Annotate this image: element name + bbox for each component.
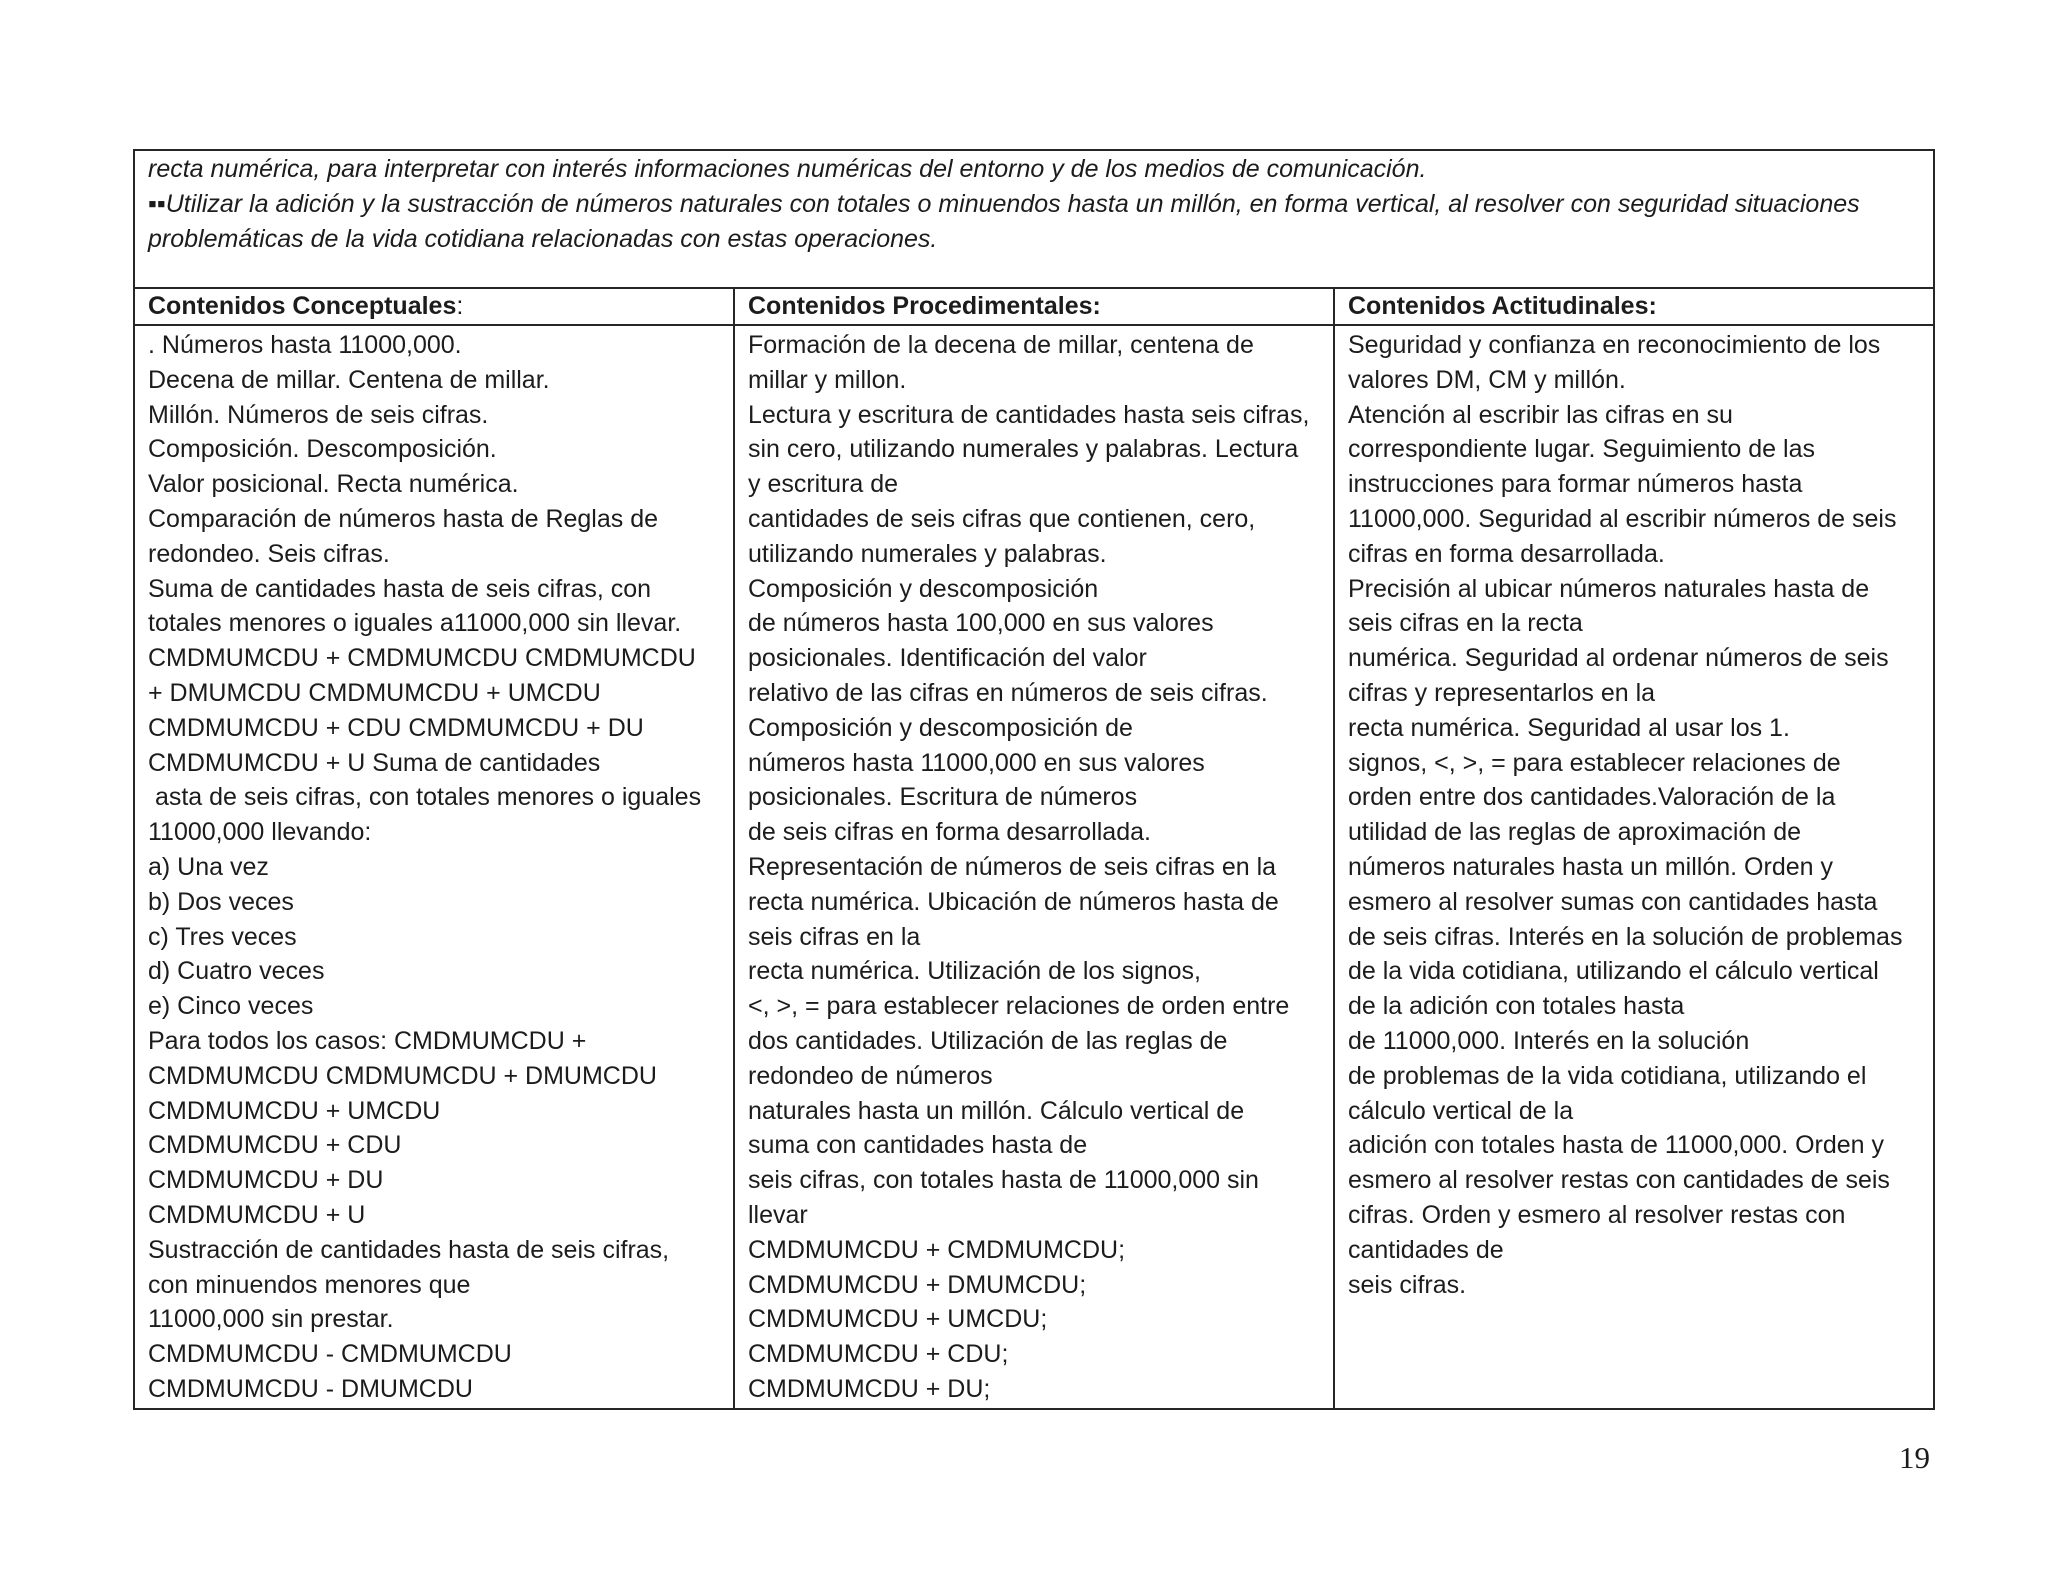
actitudinales-line: 11000,000. Seguridad al escribir números de seis: [1348, 504, 1897, 533]
page-number: 19: [1899, 1440, 1930, 1475]
conceptuales-line: con minuendos menores que: [148, 1270, 471, 1299]
procedimentales-line: y escritura de: [748, 470, 899, 499]
actitudinales-line: cifras en forma desarrollada.: [1348, 539, 1665, 568]
procedimentales-line: utilizando numerales y palabras.: [748, 539, 1107, 568]
conceptuales-line: CMDMUMCDU CMDMUMCDU + DMUMCDU: [148, 1061, 657, 1090]
procedimentales-line: posicionales. Identificación del valor: [748, 644, 1147, 673]
actitudinales-line: de seis cifras. Interés en la solución de problemas: [1348, 922, 1903, 951]
procedimentales-line: CMDMUMCDU + UMCDU;: [748, 1305, 1048, 1334]
conceptuales-line: . Números hasta 11000,000.: [148, 331, 462, 359]
conceptuales-line: CMDMUMCDU + UMCDU: [148, 1096, 441, 1125]
conceptuales-line: 11000,000 llevando:: [148, 818, 372, 847]
actitudinales-line: correspondiente lugar. Seguimiento de las: [1348, 435, 1815, 464]
procedimentales-line: CMDMUMCDU + CDU;: [748, 1340, 1009, 1369]
conceptuales-line: a) Una vez: [148, 852, 269, 881]
procedimentales-line: de seis cifras en forma desarrollada.: [748, 818, 1151, 847]
procedimentales-line: dos cantidades. Utilización de las reglas de: [748, 1026, 1228, 1055]
actitudinales-line: cifras y representarlos en la: [1348, 678, 1656, 707]
conceptuales-line: + DMUMCDU CMDMUMCDU + UMCDU: [148, 678, 601, 707]
conceptuales-line: redondeo. Seis cifras.: [148, 539, 390, 568]
actitudinales-line: Seguridad y confianza en reconocimiento de los: [1348, 331, 1881, 359]
table-body-row: [135, 326, 1933, 1408]
conceptuales-line: CMDMUMCDU + CDU CMDMUMCDU + DU: [148, 713, 644, 742]
conceptuales-line: totales menores o iguales a11000,000 sin llevar.: [148, 609, 682, 638]
procedimentales-line: cantidades de seis cifras que contienen, cero,: [748, 504, 1256, 533]
actitudinales-cell: [1335, 326, 1933, 1408]
procedimentales-line: naturales hasta un millón. Cálculo vertical de: [748, 1096, 1245, 1125]
conceptuales-line: Decena de millar. Centena de millar.: [148, 365, 550, 394]
conceptuales-line: CMDMUMCDU + CDU: [148, 1131, 402, 1160]
header-conceptuales-colon: :: [456, 292, 464, 320]
procedimentales-line: llevar: [748, 1200, 808, 1229]
procedimentales-line: Formación de la decena de millar, centena de: [748, 331, 1254, 359]
conceptuales-line: CMDMUMCDU - CMDMUMCDU: [148, 1340, 512, 1369]
procedimentales-line: redondeo de números: [748, 1061, 993, 1090]
procedimentales-line: seis cifras, con totales hasta de 11000,000 sin: [748, 1166, 1259, 1195]
procedimentales-line: de números hasta 100,000 en sus valores: [748, 609, 1214, 638]
actitudinales-line: seis cifras.: [1348, 1270, 1467, 1299]
procedimentales-line: suma con cantidades hasta de: [748, 1131, 1088, 1160]
conceptuales-line: Sustracción de cantidades hasta de seis cifras,: [148, 1235, 670, 1264]
procedimentales-line: Composición y descomposición: [748, 574, 1099, 603]
actitudinales-line: valores DM, CM y millón.: [1348, 365, 1626, 394]
procedimentales-line: CMDMUMCDU + CMDMUMCDU;: [748, 1235, 1126, 1264]
actitudinales-line: de 11000,000. Interés en la solución: [1348, 1026, 1750, 1055]
conceptuales-line: Valor posicional. Recta numérica.: [148, 470, 519, 499]
procedimentales-line: recta numérica. Ubicación de números hasta de: [748, 887, 1279, 916]
contents-table: [133, 149, 1935, 1410]
procedimentales-line: números hasta 11000,000 en sus valores: [748, 748, 1205, 777]
header-actitudinales-label: Contenidos Actitudinales:: [1348, 292, 1657, 320]
conceptuales-line: CMDMUMCDU + DU: [148, 1166, 384, 1195]
header-actitudinales: [1335, 289, 1933, 324]
conceptuales-cell: [135, 326, 735, 1408]
actitudinales-line: cantidades de: [1348, 1235, 1504, 1264]
header-procedimentales-label: Contenidos Procedimentales:: [748, 292, 1101, 320]
conceptuales-line: CMDMUMCDU + CMDMUMCDU CMDMUMCDU: [148, 644, 696, 673]
actitudinales-line: Atención al escribir las cifras en su: [1348, 400, 1733, 429]
actitudinales-line: de la adición con totales hasta: [1348, 992, 1685, 1021]
actitudinales-line: de la vida cotidiana, utilizando el cálculo vertical: [1348, 957, 1879, 986]
procedimentales-line: CMDMUMCDU + DMUMCDU;: [748, 1270, 1087, 1299]
conceptuales-line: CMDMUMCDU - DMUMCDU: [148, 1374, 473, 1403]
conceptuales-line: c) Tres veces: [148, 922, 297, 951]
header-conceptuales: [135, 289, 735, 324]
procedimentales-line: posicionales. Escritura de números: [748, 783, 1138, 812]
table-header-row: [135, 289, 1933, 326]
actitudinales-line: orden entre dos cantidades.Valoración de la: [1348, 783, 1836, 812]
conceptuales-line: Millón. Números de seis cifras.: [148, 400, 489, 429]
actitudinales-line: cifras. Orden y esmero al resolver restas con: [1348, 1200, 1846, 1229]
conceptuales-line: b) Dos veces: [148, 887, 294, 916]
procedimentales-line: <, >, = para establecer relaciones de orden entre: [748, 992, 1290, 1021]
conceptuales-line: CMDMUMCDU + U: [148, 1200, 366, 1229]
actitudinales-line: de problemas de la vida cotidiana, utilizando el: [1348, 1061, 1867, 1090]
actitudinales-line: esmero al resolver sumas con cantidades hasta: [1348, 887, 1878, 916]
conceptuales-line: d) Cuatro veces: [148, 957, 325, 986]
actitudinales-line: seis cifras en la recta: [1348, 609, 1583, 638]
actitudinales-line: cálculo vertical de la: [1348, 1096, 1574, 1125]
procedimentales-line: Representación de números de seis cifras en la: [748, 852, 1277, 881]
actitudinales-line: utilidad de las reglas de aproximación de: [1348, 818, 1802, 847]
conceptuales-line: Comparación de números hasta de Reglas de: [148, 504, 659, 533]
conceptuales-line: CMDMUMCDU + U Suma de cantidades: [148, 748, 601, 777]
conceptuales-line: 11000,000 sin prestar.: [148, 1305, 394, 1334]
actitudinales-line: recta numérica. Seguridad al usar los 1.: [1348, 713, 1790, 742]
conceptuales-line: Para todos los casos: CMDMUMCDU +: [148, 1026, 587, 1055]
objective-line: ▪▪Utilizar la adición y la sustracción de números naturales con totales o minuendos hasta un millón, en forma vertical, al resolver con seguridad situaciones: [148, 189, 1860, 218]
objectives-text: [135, 151, 1933, 289]
actitudinales-line: adición con totales hasta de 11000,000. Orden y: [1348, 1131, 1885, 1160]
conceptuales-line: asta de seis cifras, con totales menores o iguales: [148, 783, 702, 812]
actitudinales-line: números naturales hasta un millón. Orden y: [1348, 852, 1833, 881]
procedimentales-line: CMDMUMCDU + DU;: [748, 1374, 991, 1403]
actitudinales-line: numérica. Seguridad al ordenar números de seis: [1348, 644, 1889, 673]
conceptuales-line: Suma de cantidades hasta de seis cifras, con: [148, 574, 652, 603]
procedimentales-line: seis cifras en la: [748, 922, 921, 951]
header-conceptuales-text: Contenidos Conceptuales: [148, 292, 457, 320]
actitudinales-line: esmero al resolver restas con cantidades de seis: [1348, 1166, 1890, 1195]
procedimentales-line: relativo de las cifras en números de seis cifras.: [748, 678, 1268, 707]
procedimentales-line: sin cero, utilizando numerales y palabras. Lectura: [748, 435, 1299, 464]
conceptuales-line: e) Cinco veces: [148, 992, 314, 1021]
procedimentales-line: millar y millon.: [748, 365, 907, 394]
conceptuales-line: Composición. Descomposición.: [148, 435, 497, 464]
procedimentales-cell: [735, 326, 1335, 1408]
procedimentales-line: Composición y descomposición de: [748, 713, 1133, 742]
header-procedimentales: [735, 289, 1335, 324]
actitudinales-line: signos, <, >, = para establecer relaciones de: [1348, 748, 1841, 777]
actitudinales-line: instrucciones para formar números hasta: [1348, 470, 1803, 499]
procedimentales-line: Lectura y escritura de cantidades hasta seis cifras,: [748, 400, 1310, 429]
objective-line: problemáticas de la vida cotidiana relacionadas con estas operaciones.: [148, 224, 938, 253]
objective-line: recta numérica, para interpretar con interés informaciones numéricas del entorno y de los medios de comunicación.: [148, 155, 1427, 183]
procedimentales-line: recta numérica. Utilización de los signos,: [748, 957, 1201, 986]
header-conceptuales-label: [148, 292, 463, 320]
actitudinales-line: Precisión al ubicar números naturales hasta de: [1348, 574, 1870, 603]
